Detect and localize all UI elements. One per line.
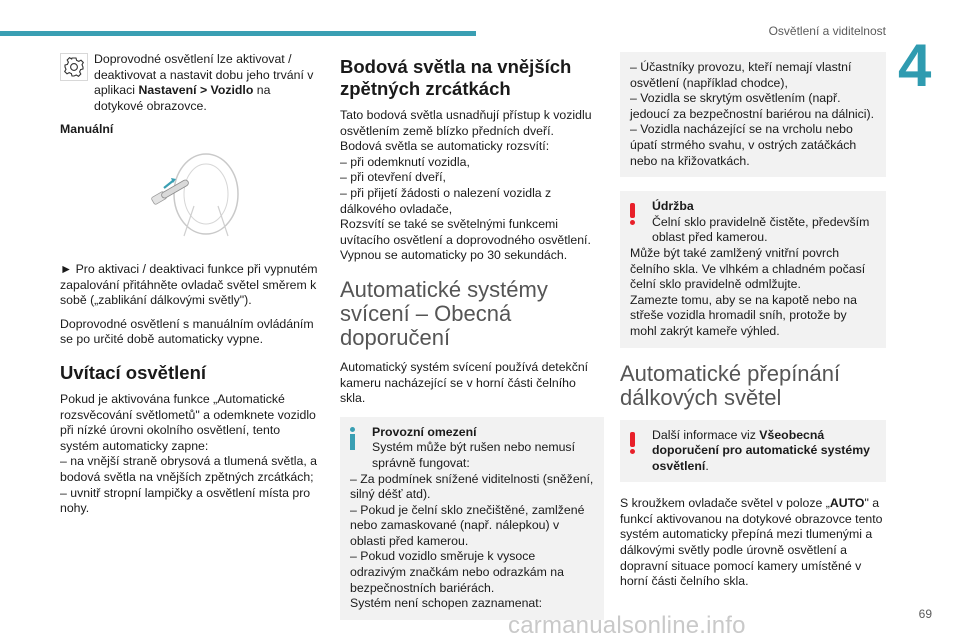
operating-limits-item: – Za podmínek snížené viditelnosti (sněžení, silný déšť atd).	[350, 471, 594, 502]
operating-limits-text: Systém může být rušen nebo nemusí správně fungovat:	[372, 440, 575, 470]
welcome-heading: Uvítací osvětlení	[60, 361, 207, 383]
maintenance-text: Zamezte tomu, aby se na kapotě nebo na střeše vozidla hromadil sníh, protože by mohl zakrýt kameře výhled.	[630, 292, 857, 338]
header-accent-bar	[0, 31, 476, 36]
column-2	[340, 56, 604, 620]
operating-limits-text: Systém není schopen zaznamenat:	[350, 596, 543, 611]
manual-heading: Manuální	[60, 122, 114, 137]
watermark: carmanualsonline.info	[508, 612, 746, 639]
maintenance-text: Čelní sklo pravidelně čistěte, především oblast před kamerou.	[652, 214, 870, 245]
settings-note	[60, 52, 318, 114]
welcome-text: Pokud je aktivována funkce „Automatické rozsvěcování světlometů" a odemknete vozidlo při nízké úrovni okolního osvětlení, tento systém automaticky zapne:	[60, 391, 316, 453]
auto-lighting-text: Automatický systém svícení používá detekční kameru nacházející se v horní části čelního skla.	[340, 359, 589, 406]
limits-continued-box	[620, 52, 886, 177]
info-icon	[350, 427, 356, 451]
limits-item: – Účastníky provozu, kteří nemají vlastní osvětlení (například chodce),	[630, 60, 852, 90]
see-also-box	[620, 420, 886, 483]
manual-auto-off: Doprovodné osvětlení s manuálním ovládáním se po určité době automaticky vypne.	[60, 316, 314, 347]
limits-item: – Vozidla se skrytým osvětlením (např. jedoucí za bezpečnostní bariérou na dálnici).	[630, 91, 875, 121]
welcome-item: – na vnější straně obrysová a tlumená světla, a bodová světla na vnějších zpětných zrcátkách;	[60, 454, 318, 484]
gear-icon	[60, 53, 88, 81]
steering-column-stalk-icon	[60, 146, 318, 246]
welcome-item: – uvnitř stropní lampičky a osvětlení místa pro nohy.	[60, 485, 311, 516]
exclamation-icon	[630, 432, 636, 454]
spotlights-heading: Bodová světla na vnějších zpětných zrcátkách	[340, 56, 572, 99]
column-1	[60, 52, 318, 517]
manual-instruction: ► Pro aktivaci / deaktivaci funkce při vypnutém zapalování přitáhněte ovladač světel směrem k sobě („zablikání dálkovými světly").	[60, 261, 318, 308]
chapter-number: 4	[898, 32, 932, 99]
spotlights-text: Bodová světla se automaticky rozsvítí:	[340, 139, 550, 154]
settings-note-text: Doprovodné osvětlení lze aktivovat / deaktivovat a nastavit dobu jeho trvání v aplikaci Nastavení > Vozidlo na dotykové obrazovce.	[94, 52, 314, 113]
spotlights-text: Tato bodová světla usnadňují přístup k vozidlu osvětlením země blízko předních dveří.	[340, 108, 592, 138]
spotlights-item: – při přijetí žádosti o nalezení vozidla z dálkového ovladače,	[340, 185, 552, 216]
limits-item: – Vozidla nacházející se na vrcholu nebo úpatí strmého svahu, v ostrých zatáčkách nebo na křižovatkách.	[630, 122, 857, 168]
column-3	[620, 52, 886, 590]
high-beam-text: S kroužkem ovladače světel v poloze „AUTO" a funkcí aktivovanou na dotykové obrazovce tento systém automaticky přepíná mezi tlumenými a dálkovými světly podle úrovně osvětlení a dopravní situace pomocí kamery umístěné v horní části čelního skla.	[620, 496, 883, 589]
operating-limits-item: – Pokud je čelní sklo znečištěné, zamlžené nebo zamaskované (např. nálepkou) v oblasti před kamerou.	[350, 502, 585, 548]
exclamation-icon	[630, 203, 636, 225]
spotlights-item: – při otevření dveří,	[340, 170, 446, 185]
maintenance-text: Může být také zamlžený vnitřní povrch čelního skla. Ve vlhkém a chladném počasí čelní sklo pravidelně odmlžujte.	[630, 245, 866, 292]
maintenance-title: Údržba	[652, 199, 694, 214]
section-title: Osvětlení a viditelnost	[768, 24, 886, 38]
operating-limits-item: – Pokud vozidlo směruje k vysoce odrazivým značkám nebo odrazkám na bezpečnostních bariérách.	[350, 549, 564, 595]
spotlights-item: – při odemknutí vozidla,	[340, 154, 470, 169]
spotlights-text: Rozsvítí se také se světelnými funkcemi uvítacího osvětlení a doprovodného osvětlení.	[340, 217, 591, 247]
spotlights-text: Vypnou se automaticky po 30 sekundách.	[340, 248, 568, 263]
maintenance-box	[620, 191, 886, 347]
high-beam-heading: Automatické přepínání dálkových světel	[620, 360, 841, 410]
operating-limits-title: Provozní omezení	[372, 424, 477, 439]
page-number: 69	[918, 607, 932, 621]
operating-limits-box	[340, 417, 604, 620]
auto-lighting-heading: Automatické systémy svícení – Obecná doporučení	[340, 276, 548, 350]
see-also-text: Další informace viz Všeobecná doporučení pro automatické systémy osvětlení.	[652, 427, 870, 473]
